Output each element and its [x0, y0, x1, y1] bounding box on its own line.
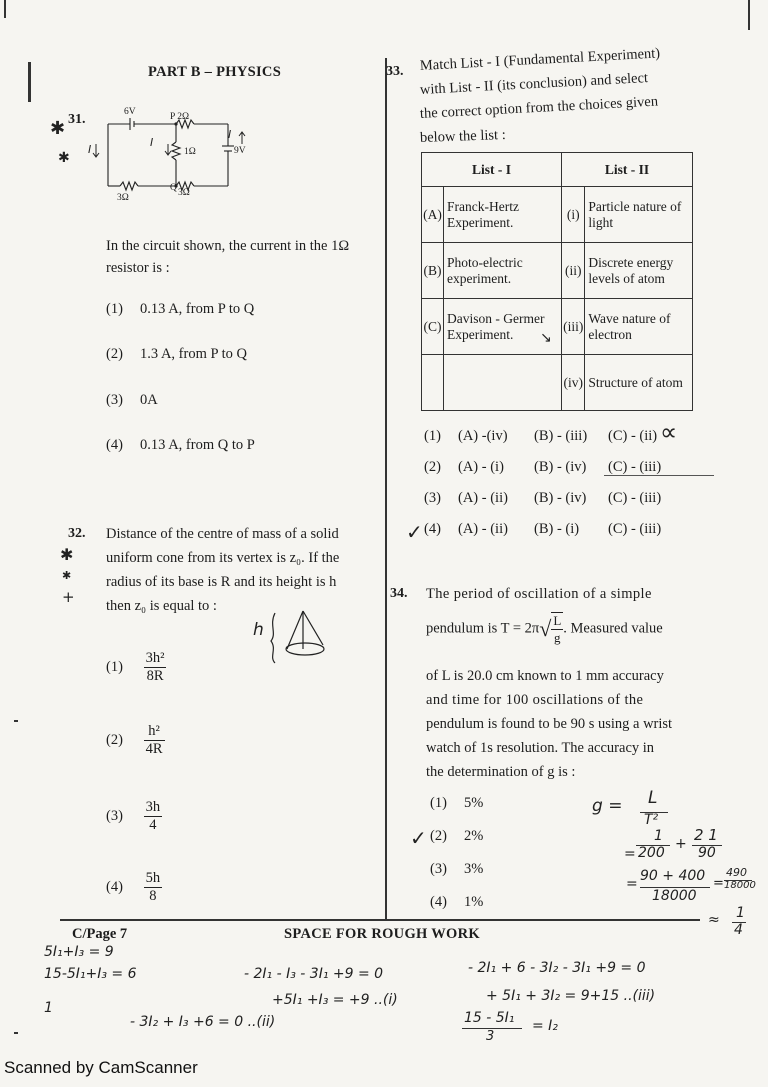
q32-margin-mark-2: ✱ — [62, 569, 72, 582]
margin-dash — [14, 720, 18, 722]
fraction-numerator: 3h² — [145, 650, 165, 666]
hw-g-490: 490 — [726, 866, 747, 879]
q32-line-4: then z₀ is equal to : — [106, 598, 217, 614]
table-cell: Wave nature of electron — [585, 299, 693, 355]
option-c: (C) - (iii) — [608, 521, 662, 537]
q32-line-1: Distance of the centre of mass of a solid — [106, 526, 339, 542]
table-row — [422, 299, 693, 355]
hw-g-200: 200 — [638, 845, 665, 861]
circuit-label-i3: I — [150, 136, 154, 149]
q34-option-1[interactable] — [430, 795, 483, 812]
table-cell: (C) — [422, 299, 444, 355]
option-number: (2) — [424, 459, 441, 475]
circuit-label-3ohm-a: 3Ω — [117, 193, 129, 203]
table-pen-arrow: ↘ — [540, 330, 552, 346]
hw-g-90: 90 — [698, 845, 716, 861]
table-cell — [444, 355, 562, 411]
q31-text: In the circuit shown, the current in the 1Ω resistor is : — [106, 238, 350, 276]
q33-option-1[interactable] — [424, 428, 657, 445]
circuit-label-i2: I — [88, 143, 92, 156]
hw-eq-2-left: 15-5I₁+I₃ = 6 — [44, 966, 137, 982]
q33-answer-checkmark: ✓ — [406, 520, 423, 544]
option-a: (A) -(iv) — [458, 428, 508, 444]
option-c: (C) - (ii) — [608, 428, 658, 444]
option-number: (2) — [430, 828, 447, 844]
option-text: 0A — [140, 392, 158, 408]
q34-line-3: of L is 20.0 cm known to 1 mm accuracy — [426, 668, 664, 684]
option-a: (A) - (ii) — [458, 521, 508, 537]
option-number: (4) — [106, 437, 123, 453]
option-text: 2% — [464, 828, 484, 844]
fraction-denominator: g — [554, 630, 561, 645]
margin-dash — [14, 1032, 18, 1034]
option-a: (A) - (ii) — [458, 490, 508, 506]
hw-g-18000-b: 18000 — [724, 880, 756, 891]
q34-line-4: and time for 100 oscillations of the — [426, 692, 644, 708]
hw-g-sum: 90 + 400 — [640, 868, 706, 884]
option-number: (2) — [106, 346, 123, 362]
option-number: (3) — [424, 490, 441, 506]
q33-option-2[interactable] — [424, 459, 661, 476]
table-cell: Davison - Germer Experiment. — [444, 299, 562, 355]
option-a: (A) - (i) — [458, 459, 504, 475]
option-number: (3) — [430, 861, 447, 877]
q34-line-7: the determination of g is : — [426, 764, 576, 780]
formula-prefix: pendulum is T = 2π — [426, 620, 540, 637]
fraction-denominator: 8R — [146, 668, 164, 684]
hw-g-21: 2 1 — [694, 826, 718, 844]
table-header-row — [422, 153, 693, 187]
hw-g-T2: T² — [644, 812, 659, 828]
q32-option-1[interactable] — [106, 650, 166, 685]
option-number: (3) — [106, 392, 123, 408]
option-c: (C) - (iii) — [608, 490, 662, 506]
hw-eq-6-right: - 2I₁ + 6 - 3I₂ - 3I₁ +9 = 0 — [468, 960, 646, 976]
fraction-denominator: 4R — [145, 741, 163, 757]
hw-approx: ≈ — [708, 912, 720, 928]
fraction-numerator: h² — [144, 723, 165, 741]
column-divider — [385, 58, 387, 920]
table-cell: (A) — [422, 187, 444, 243]
table-cell: (iii) — [562, 299, 585, 355]
q34-option-3[interactable] — [430, 861, 483, 878]
formula-suffix: . Measured value — [563, 620, 663, 637]
hw-eq-3-mid: - 2I₁ - I₃ - 3I₁ +9 = 0 — [244, 966, 384, 982]
q33-option-4[interactable] — [424, 521, 661, 538]
q33-line-3: the correct option from the choices given — [419, 93, 659, 122]
option-b: (B) - (iv) — [534, 490, 587, 506]
q32-margin-mark-1: ✱ — [60, 545, 74, 564]
table-cell: (B) — [422, 243, 444, 299]
q34-answer-checkmark: ✓ — [410, 826, 427, 850]
cone-sketch-h-label: h — [253, 620, 264, 640]
sqrt-sign: √ — [539, 616, 552, 641]
fraction-denominator: 4 — [149, 817, 157, 833]
hw-eq-8-num: 15 - 5I₁ — [464, 1010, 515, 1026]
footer-rough-work: SPACE FOR ROUGH WORK — [284, 926, 480, 942]
circuit-label-i1: I — [228, 128, 232, 141]
circuit-label-q: Q — [170, 183, 177, 193]
hw-g-1: 1 — [654, 828, 663, 844]
option-number: (1) — [424, 428, 441, 444]
hw-eq-3: = — [626, 876, 638, 892]
option-text: 1.3 A, from P to Q — [140, 346, 248, 362]
q31-option-2[interactable] — [106, 346, 247, 363]
option-number: (4) — [424, 521, 441, 537]
option-number: (4) — [430, 894, 447, 910]
option-number: (4) — [106, 879, 123, 895]
q32-option-2[interactable] — [106, 723, 165, 758]
circuit-label-6v: 6V — [124, 107, 136, 117]
q33-option-1-cross-mark: ∝ — [660, 418, 678, 446]
table-cell: Particle nature of light — [585, 187, 693, 243]
q34-option-4[interactable] — [430, 894, 483, 911]
hw-g-18000: 18000 — [652, 888, 697, 904]
q33-line-4: below the list : — [419, 127, 507, 146]
hw-eq-4-mid: +5I₁ +I₃ = +9 ..(i) — [272, 992, 398, 1008]
table-cell: Structure of atom — [585, 355, 693, 411]
table-cell: Photo-electric experiment. — [444, 243, 562, 299]
option-fraction — [144, 799, 163, 834]
section-title: PART B – PHYSICS — [148, 64, 282, 80]
option-fraction — [144, 650, 167, 685]
option-c: (C) - (iii) — [608, 459, 662, 475]
hw-eq-8-den: 3 — [486, 1029, 495, 1044]
footer-page-label: C/Page 7 — [72, 926, 128, 942]
cone-sketch — [265, 605, 335, 665]
footer-rule — [60, 919, 700, 921]
fraction-numerator: 3h — [145, 799, 161, 815]
table-cell: Discrete energy levels of atom — [585, 243, 693, 299]
hw-quarter-num: 1 — [736, 905, 745, 921]
q31-star-mark: ✱ — [50, 118, 66, 139]
hw-eq-7-right: + 5I₁ + 3I₂ = 9+15 ..(iii) — [486, 988, 656, 1004]
table-row — [422, 187, 693, 243]
option-number: (2) — [106, 732, 123, 748]
hw-eq-5-mid: - 3I₂ + I₃ +6 = 0 ..(ii) — [130, 1014, 276, 1030]
hw-g-eq: g = — [592, 796, 623, 816]
hw-eq-2: = — [624, 846, 636, 862]
q34-formula-line — [426, 612, 663, 646]
binder-mark — [28, 62, 31, 102]
option-b: (B) - (iii) — [534, 428, 588, 444]
option-fraction — [144, 723, 165, 758]
fraction-numerator: L — [553, 613, 562, 628]
hw-eq-4: = — [713, 876, 724, 891]
hw-eq-1: 5I₁+I₃ = 9 — [44, 944, 114, 960]
option-number: (3) — [106, 808, 123, 824]
q33-line-2: with List - II (its conclusion) and select — [419, 70, 649, 98]
table-cell: (iv) — [562, 355, 585, 411]
circuit-label-1ohm: 1Ω — [184, 147, 196, 157]
option-number: (1) — [106, 301, 123, 317]
q33-option-3[interactable] — [424, 490, 661, 507]
q32-line-3: radius of its base is R and its height is h — [106, 574, 337, 590]
table-row — [422, 243, 693, 299]
fraction-denominator: 8 — [149, 888, 157, 904]
q32-option-4[interactable] — [106, 870, 162, 905]
circuit-label-9v: 9V — [234, 146, 246, 156]
q34-number: 34. — [390, 586, 408, 601]
q33-number: 33. — [386, 64, 404, 79]
table-cell: (ii) — [562, 243, 585, 299]
q32-number: 32. — [68, 526, 86, 541]
hw-quarter-den: 4 — [734, 922, 743, 938]
option-fraction — [144, 870, 163, 905]
q32-line-2: uniform cone from its vertex is z₀. If the — [106, 550, 340, 566]
table-cell: (i) — [562, 187, 585, 243]
circuit-label-3ohm-b: 3Ω — [178, 188, 190, 198]
q34-line-1: The period of oscillation of a simple — [426, 586, 652, 602]
scanner-watermark: Scanned by CamScanner — [4, 1058, 198, 1077]
q31-option-3[interactable] — [106, 392, 158, 409]
q32-margin-mark-3: + — [62, 588, 75, 606]
q34-option-2[interactable] — [430, 828, 483, 845]
q31-number: 31. — [68, 112, 86, 127]
sqrt-fraction — [551, 612, 563, 646]
fraction-numerator: 5h — [145, 870, 161, 886]
table-cell — [422, 355, 444, 411]
pen-underline — [604, 475, 714, 476]
q34-line-5: pendulum is found to be 90 s using a wrist — [426, 716, 673, 732]
table-cell: Franck-Hertz Experiment. — [444, 187, 562, 243]
option-number: (1) — [430, 795, 447, 811]
hw-mark-1: 1 — [44, 1000, 53, 1016]
table-head-list-2: List - II — [562, 153, 693, 187]
q32-option-3[interactable] — [106, 799, 162, 834]
option-text: 3% — [464, 861, 484, 877]
q33-match-table — [421, 152, 693, 411]
q34-line-6: watch of 1s resolution. The accuracy in — [426, 740, 655, 756]
table-row — [422, 355, 693, 411]
option-b: (B) - (iv) — [534, 459, 587, 475]
option-text: 0.13 A, from P to Q — [140, 301, 255, 317]
q31-option-4[interactable] — [106, 437, 255, 454]
option-b: (B) - (i) — [534, 521, 580, 537]
hw-eq-8-rhs: = I₂ — [532, 1018, 558, 1034]
hw-g-L: L — [648, 788, 658, 808]
circuit-label-p: P 2Ω — [170, 112, 190, 122]
q31-star-mark-2: ✱ — [58, 150, 70, 166]
q31-option-1[interactable] — [106, 301, 254, 318]
right-edge-mark — [748, 0, 750, 30]
option-text: 5% — [464, 795, 484, 811]
table-head-list-1: List - I — [422, 153, 562, 187]
option-number: (1) — [106, 659, 123, 675]
q33-line-1: Match List - I (Fundamental Experiment) — [419, 45, 661, 74]
option-text: 1% — [464, 894, 484, 910]
hw-plus: + — [675, 836, 687, 852]
binder-mark-top — [4, 0, 6, 18]
option-text: 0.13 A, from Q to P — [140, 437, 255, 453]
